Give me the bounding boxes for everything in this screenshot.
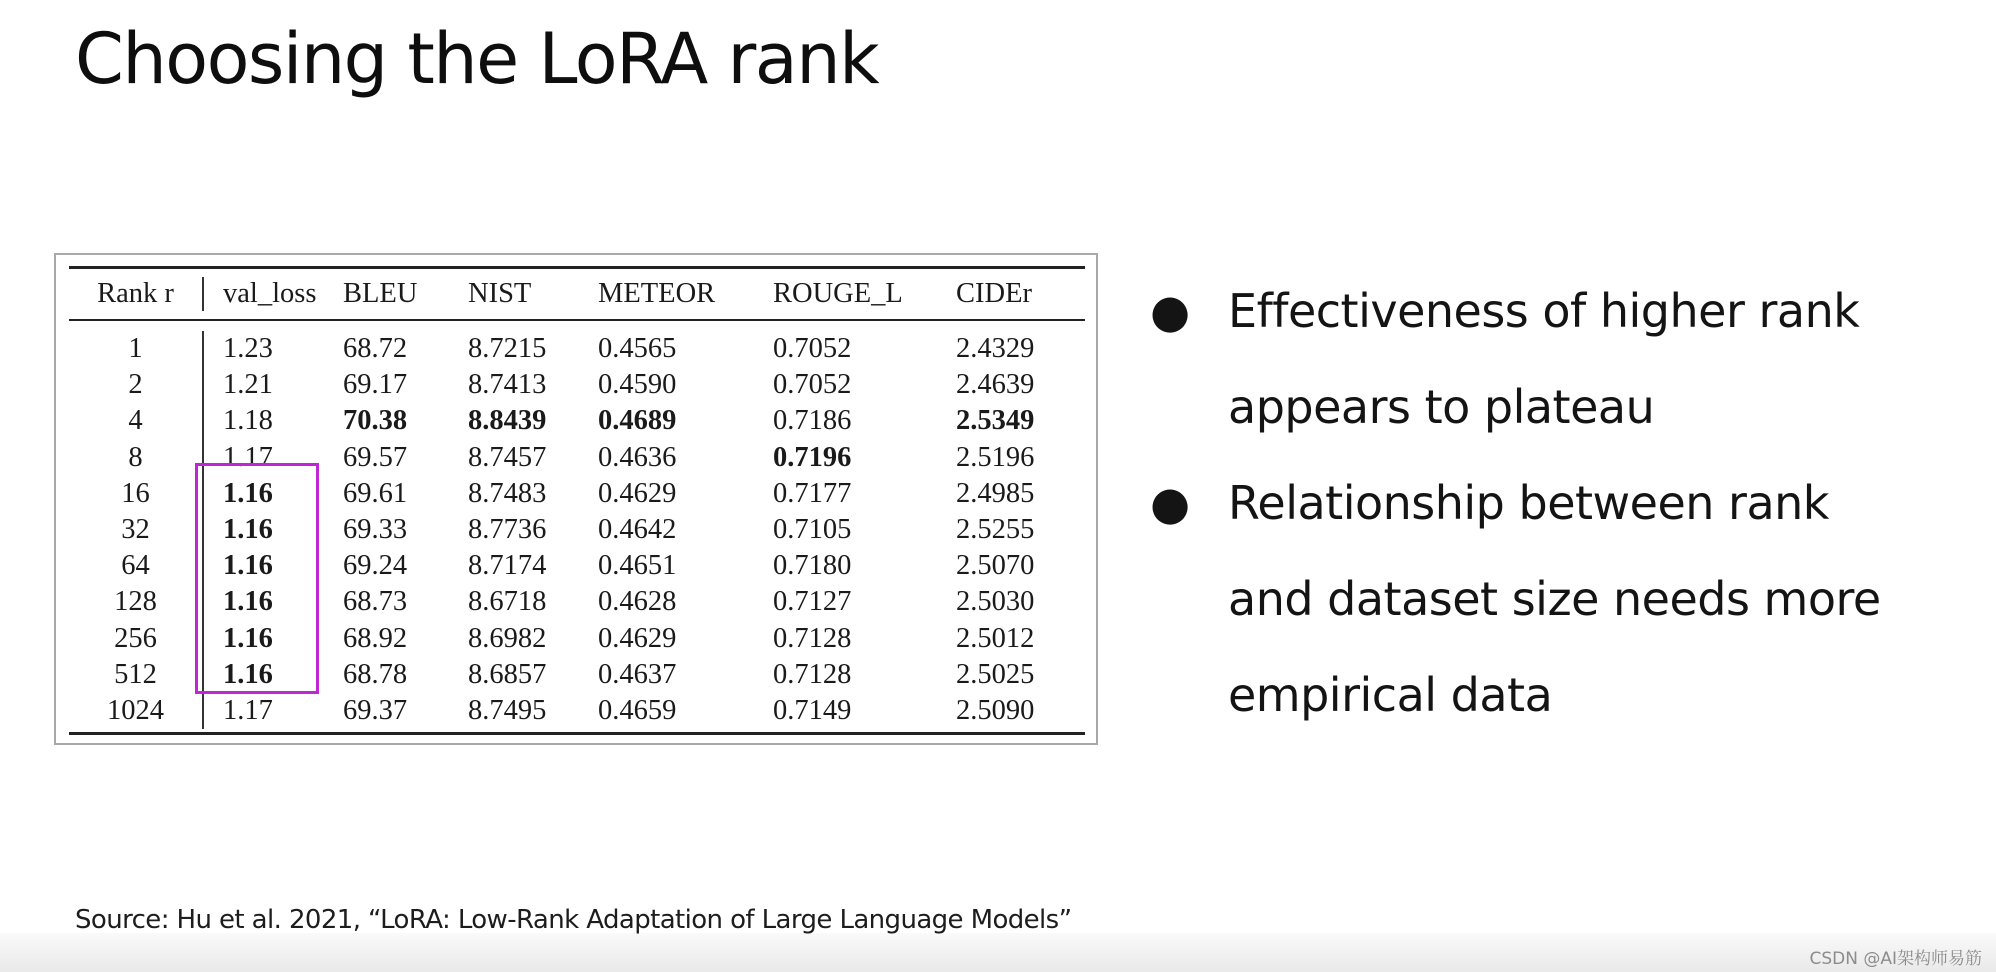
cell-nist: 8.6982 xyxy=(468,622,547,654)
header-bleu: BLEU xyxy=(343,278,418,309)
cell-bleu: 69.57 xyxy=(343,441,408,473)
header-val-loss: val_loss xyxy=(223,278,317,309)
cell-rouge-l: 0.7186 xyxy=(773,405,852,437)
bullet-text-line: and dataset size needs more xyxy=(1228,572,1881,626)
cell-cider: 2.5012 xyxy=(956,622,1035,654)
cell-nist: 8.6718 xyxy=(468,586,547,618)
cell-cider: 2.5255 xyxy=(956,514,1035,546)
cell-meteor: 0.4628 xyxy=(598,586,677,618)
table-row xyxy=(69,621,1085,657)
cell-cider: 2.4329 xyxy=(956,333,1035,365)
table-row xyxy=(69,548,1085,584)
cell-meteor: 0.4590 xyxy=(598,369,677,401)
cell-cider: 2.4639 xyxy=(956,369,1035,401)
table-header-row xyxy=(69,269,1085,319)
cell-nist: 8.7413 xyxy=(468,369,547,401)
cell-val-loss: 1.16 xyxy=(223,550,273,582)
cell-bleu: 69.37 xyxy=(343,694,408,726)
cell-rank: 8 xyxy=(128,441,143,473)
table-body xyxy=(69,319,1085,729)
header-nist: NIST xyxy=(468,278,532,309)
cell-rank: 1024 xyxy=(107,694,164,726)
cell-bleu: 69.33 xyxy=(343,514,408,546)
cell-cider: 2.5090 xyxy=(956,694,1035,726)
cell-bleu: 68.78 xyxy=(343,658,408,690)
bullet-dot-icon: ● xyxy=(1150,284,1190,338)
header-rouge-l: ROUGE_L xyxy=(773,278,903,309)
cell-nist: 8.6857 xyxy=(468,658,547,690)
bullet-dot-icon: ● xyxy=(1150,476,1190,530)
table-row xyxy=(69,319,1085,367)
watermark: CSDN @AI架构师易筋 xyxy=(1809,949,1982,969)
table-bottom-rule xyxy=(69,732,1085,735)
cell-rank: 16 xyxy=(121,477,150,509)
cell-rank: 512 xyxy=(114,658,157,690)
cell-rank: 2 xyxy=(128,369,143,401)
cell-cider: 2.5025 xyxy=(956,658,1035,690)
cell-rank: 1 xyxy=(128,333,143,365)
cell-rouge-l: 0.7105 xyxy=(773,514,852,546)
header-meteor: METEOR xyxy=(598,278,716,309)
bullet-item-plateau xyxy=(1150,263,1970,455)
cell-nist: 8.7736 xyxy=(468,514,547,546)
bullet-text-line: empirical data xyxy=(1228,668,1553,722)
cell-meteor: 0.4642 xyxy=(598,514,677,546)
cell-rouge-l: 0.7128 xyxy=(773,658,852,690)
cell-rouge-l: 0.7127 xyxy=(773,586,852,618)
source-citation: Source: Hu et al. 2021, “LoRA: Low-Rank Adaptation of Large Language Models” xyxy=(75,905,1072,935)
cell-cider: 2.4985 xyxy=(956,477,1035,509)
table-row xyxy=(69,657,1085,693)
cell-rouge-l: 0.7180 xyxy=(773,550,852,582)
cell-rank: 256 xyxy=(114,622,157,654)
cell-cider: 2.5070 xyxy=(956,550,1035,582)
cell-meteor: 0.4637 xyxy=(598,658,677,690)
table-row xyxy=(69,476,1085,512)
header-rank: Rank r xyxy=(97,278,174,309)
cell-cider: 2.5349 xyxy=(956,405,1035,437)
cell-rouge-l: 0.7128 xyxy=(773,622,852,654)
cell-nist: 8.7174 xyxy=(468,550,547,582)
table-row xyxy=(69,512,1085,548)
cell-bleu: 68.72 xyxy=(343,333,408,365)
cell-cider: 2.5196 xyxy=(956,441,1035,473)
bullet-text-line: appears to plateau xyxy=(1228,380,1655,434)
cell-rouge-l: 0.7177 xyxy=(773,477,852,509)
cell-bleu: 70.38 xyxy=(343,405,408,437)
cell-val-loss: 1.16 xyxy=(223,658,273,690)
cell-val-loss: 1.16 xyxy=(223,514,273,546)
table-row xyxy=(69,367,1085,403)
cell-bleu: 69.24 xyxy=(343,550,408,582)
cell-val-loss: 1.21 xyxy=(223,369,273,401)
cell-rouge-l: 0.7196 xyxy=(773,441,852,473)
cell-bleu: 68.92 xyxy=(343,622,408,654)
cell-rouge-l: 0.7052 xyxy=(773,369,852,401)
cell-rouge-l: 0.7052 xyxy=(773,333,852,365)
results-table xyxy=(69,269,1085,729)
cell-nist: 8.7495 xyxy=(468,694,547,726)
header-cider: CIDEr xyxy=(956,278,1032,309)
cell-meteor: 0.4565 xyxy=(598,333,677,365)
bottom-strip xyxy=(0,933,1996,972)
cell-cider: 2.5030 xyxy=(956,586,1035,618)
cell-nist: 8.7457 xyxy=(468,441,547,473)
cell-rank: 4 xyxy=(128,405,143,437)
cell-bleu: 68.73 xyxy=(343,586,408,618)
cell-meteor: 0.4689 xyxy=(598,405,677,437)
cell-meteor: 0.4659 xyxy=(598,694,677,726)
page-title: Choosing the LoRA rank xyxy=(75,18,879,100)
table-row xyxy=(69,403,1085,439)
bullet-item-dataset-size xyxy=(1150,455,1970,743)
cell-meteor: 0.4636 xyxy=(598,441,677,473)
cell-val-loss: 1.17 xyxy=(223,694,273,726)
cell-val-loss: 1.16 xyxy=(223,586,273,618)
cell-val-loss: 1.23 xyxy=(223,333,273,365)
bullet-list xyxy=(1150,263,1970,743)
cell-val-loss: 1.17 xyxy=(223,441,273,473)
table-row xyxy=(69,440,1085,476)
bullet-text-line: Relationship between rank xyxy=(1228,476,1829,530)
cell-rank: 128 xyxy=(114,586,157,618)
cell-bleu: 69.17 xyxy=(343,369,408,401)
cell-rank: 64 xyxy=(121,550,150,582)
bullet-text-line: Effectiveness of higher rank xyxy=(1228,284,1860,338)
table-row xyxy=(69,584,1085,620)
cell-nist: 8.8439 xyxy=(468,405,547,437)
cell-rank: 32 xyxy=(121,514,150,546)
cell-nist: 8.7483 xyxy=(468,477,547,509)
cell-meteor: 0.4651 xyxy=(598,550,677,582)
cell-bleu: 69.61 xyxy=(343,477,408,509)
cell-rouge-l: 0.7149 xyxy=(773,694,852,726)
cell-nist: 8.7215 xyxy=(468,333,547,365)
cell-val-loss: 1.18 xyxy=(223,405,273,437)
cell-val-loss: 1.16 xyxy=(223,477,273,509)
table-row xyxy=(69,693,1085,729)
cell-meteor: 0.4629 xyxy=(598,622,677,654)
cell-val-loss: 1.16 xyxy=(223,622,273,654)
results-table-figure xyxy=(54,253,1098,745)
cell-meteor: 0.4629 xyxy=(598,477,677,509)
